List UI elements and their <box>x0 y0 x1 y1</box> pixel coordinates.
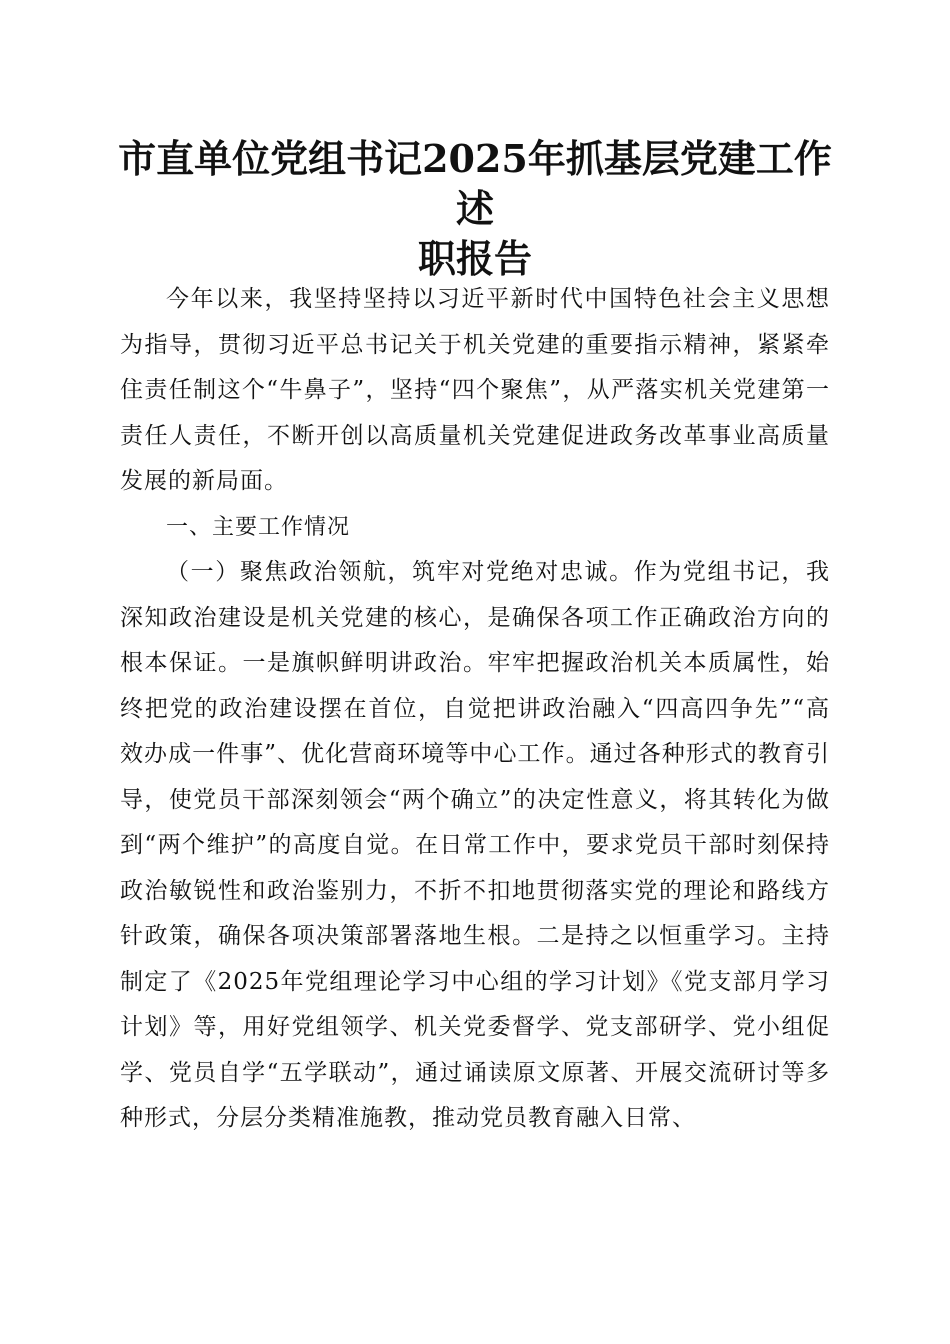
section-heading: 一、主要工作情况 <box>166 514 351 540</box>
document-body <box>120 277 830 1142</box>
section-paragraph: （一）聚焦政治领航，筑牢对党绝对忠诚。作为党组书记，我深知政治建设是机关党建的核心，是确保各项工作正确政治方向的根本保证。一是旗帜鲜明讲政治。牢牢把握政治机关本质属性，始终把党的政治建设摆在首位，自觉把讲政治融入“四高四争先”“高效办成一件事”、优化营商环境等中心工作。通过各种形式的教育引导，使党员干部深刻领会“两个确立”的决定性意义，将其转化为做到“两个维护”的高度自觉。在日常工作中，要求党员干部时刻保持政治敏锐性和政治鉴别力，不折不扣地贯彻落实党的理论和路线方针政策，确保各项决策部署落地生根。二是持之以恒重学习。主持制定了《2025年党组理论学习中心组的学习计划》《党支部月学习计划》等，用好党组领学、机关党委督学、党支部研学、党小组促学、党员自学“五学联动”，通过诵读原文原著、开展交流研讨等多种形式，分层分类精准施教，推动党员教育融入日常、 <box>120 559 830 1131</box>
intro-paragraph: 今年以来，我坚持坚持以习近平新时代中国特色社会主义思想为指导，贯彻习近平总书记关于机关党建的重要指示精神，紧紧牵住责任制这个“牛鼻子”，坚持“四个聚焦”，从严落实机关党建第一责任人责任，不断开创以高质量机关党建促进政务改革事业高质量发展的新局面。 <box>120 286 830 494</box>
title-line-2: 职报告 <box>417 236 532 281</box>
document-title <box>110 134 840 284</box>
title-line-1: 市直单位党组书记2025年抓基层党建工作述 <box>118 136 832 231</box>
